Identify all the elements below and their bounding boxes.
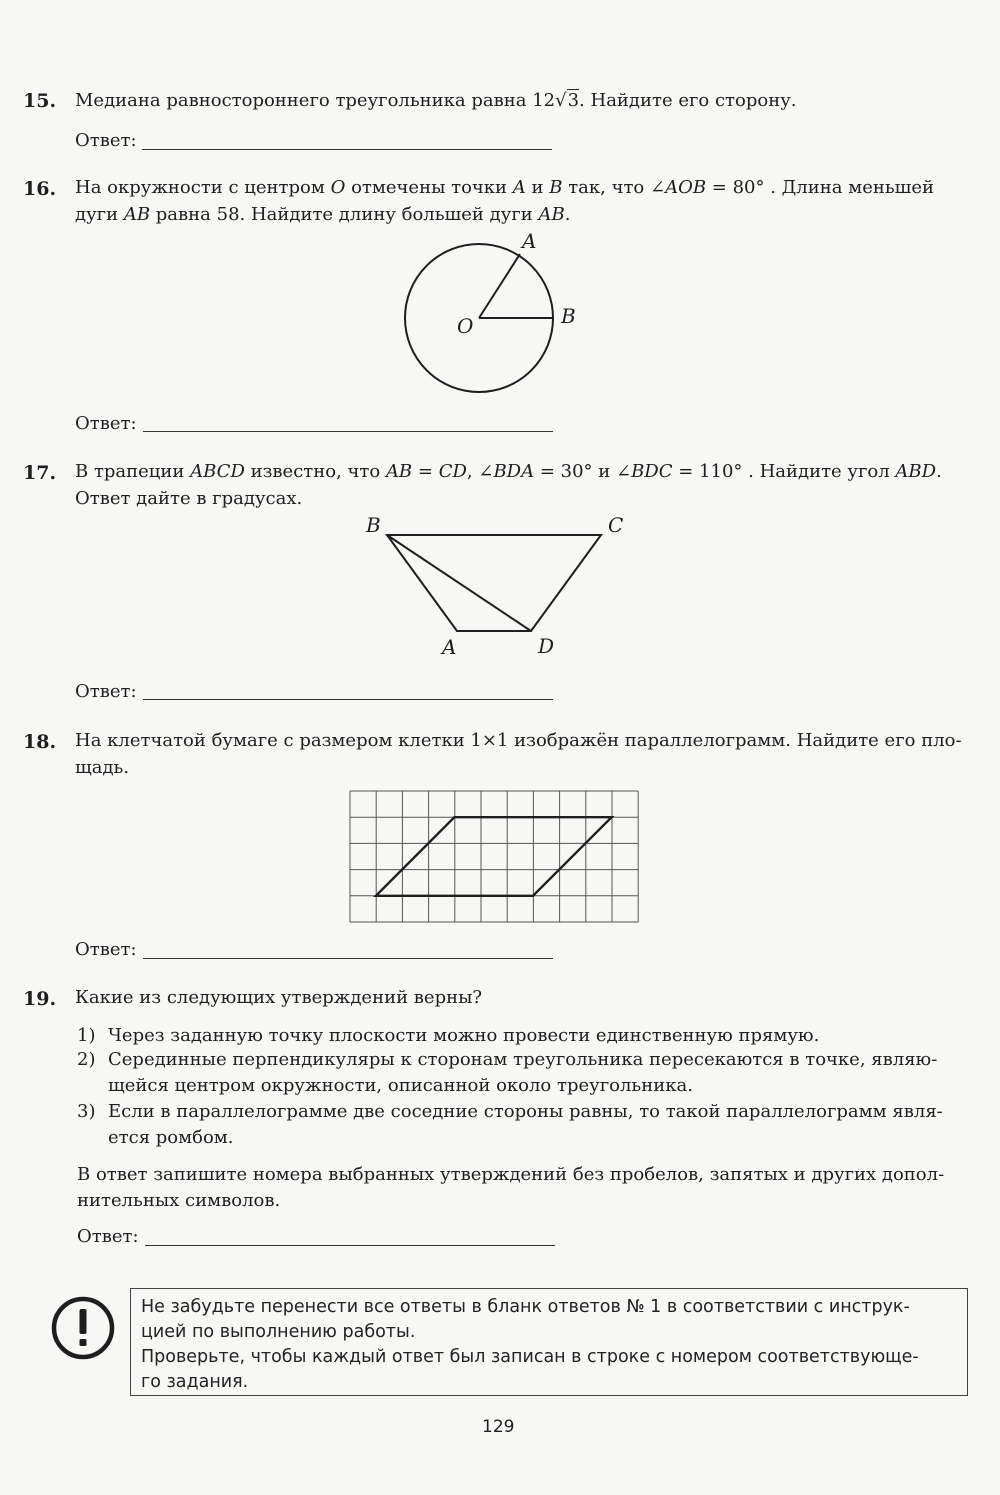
q17-number: 17. [23,462,57,484]
note-line: цией по выполнению работы. [141,1322,416,1342]
label-c: C [608,513,624,537]
q16-text-line1: На окружности с центром O отмечены точки A и B так, что ∠AOB = 80° . Длина меньшей [75,177,935,198]
q17-answer-label: Ответ: [75,681,137,702]
q18-answer-label: Ответ: [75,939,137,960]
diagonal-bd [387,535,531,631]
label-b: B [561,304,576,328]
q16-text-line2: дуги AB равна 58. Найдите длину большей дуги AB. [75,204,571,225]
label-a: A [442,635,457,659]
q18-grid-figure [348,789,642,923]
q17-text-line1: В трапеции ABCD известно, что AB = CD, ∠BDA = 30° и ∠BDC = 110° . Найдите угол ABD. [75,461,942,482]
q19-instruction-line1: В ответ запишите номера выбранных утверждений без пробелов, запятых и других допол- [77,1164,945,1185]
radius-oa [479,254,520,318]
q18-text-line1: На клетчатой бумаге с размером клетки 1×1 изображён параллелограмм. Найдите его пло- [75,730,962,751]
page-number: 129 [482,1417,515,1437]
q15-answer-label: Ответ: [75,130,137,151]
q16-circle-figure [380,225,620,405]
q19-item-2-line1: Серединные перпендикуляры к сторонам треугольника пересекаются в точке, являю- [108,1049,938,1070]
q19-answer-line[interactable] [145,1245,555,1246]
q18-text-line2: щадь. [75,757,130,778]
note-line: го задания. [141,1372,249,1392]
q19-item-1-line1: Через заданную точку плоскости можно провести единственную прямую. [108,1025,820,1046]
q16-answer-label: Ответ: [75,413,137,434]
q19-question: Какие из следующих утверждений верны? [75,987,483,1008]
parallelogram [376,817,612,896]
q19-instruction-line2: нительных символов. [77,1190,281,1211]
q17-answer-line[interactable] [143,699,553,700]
note-line: Проверьте, чтобы каждый ответ был записан в строке с номером соответствующе- [141,1347,919,1367]
q19-answer-label: Ответ: [77,1226,139,1247]
q17-trapezoid-figure [350,505,650,665]
q19-number: 19. [23,988,57,1010]
q15-answer-line[interactable] [142,149,552,150]
q18-number: 18. [23,731,57,753]
label-o: O [457,314,474,338]
q19-item-3-line2: ется ромбом. [108,1127,234,1148]
label-a: A [522,229,537,253]
note-line: Не забудьте перенести все ответы в бланк ответов № 1 в соответствии с инструк- [141,1297,910,1317]
q19-item-3-number: 3) [77,1101,96,1122]
reminder-note [130,1288,968,1396]
q19-item-1-number: 1) [77,1025,96,1046]
q16-number: 16. [23,178,57,200]
exclamation-icon [50,1295,116,1361]
q19-item-2-line2: щейся центром окружности, описанной около треугольника. [108,1075,693,1096]
q15-text: Медиана равностороннего треугольника равна 12√3. Найдите его сторону. [75,90,797,111]
q19-item-3-line1: Если в параллелограмме две соседние стороны равны, то такой параллелограмм явля- [108,1101,943,1122]
label-b: B [366,513,381,537]
q18-answer-line[interactable] [143,958,553,959]
q19-item-2-number: 2) [77,1049,96,1070]
q16-answer-line[interactable] [143,431,553,432]
label-d: D [538,634,555,658]
grid [350,791,638,922]
trapezoid [387,535,601,631]
q17-text-line2: Ответ дайте в градусах. [75,488,303,509]
q15-number: 15. [23,90,57,112]
